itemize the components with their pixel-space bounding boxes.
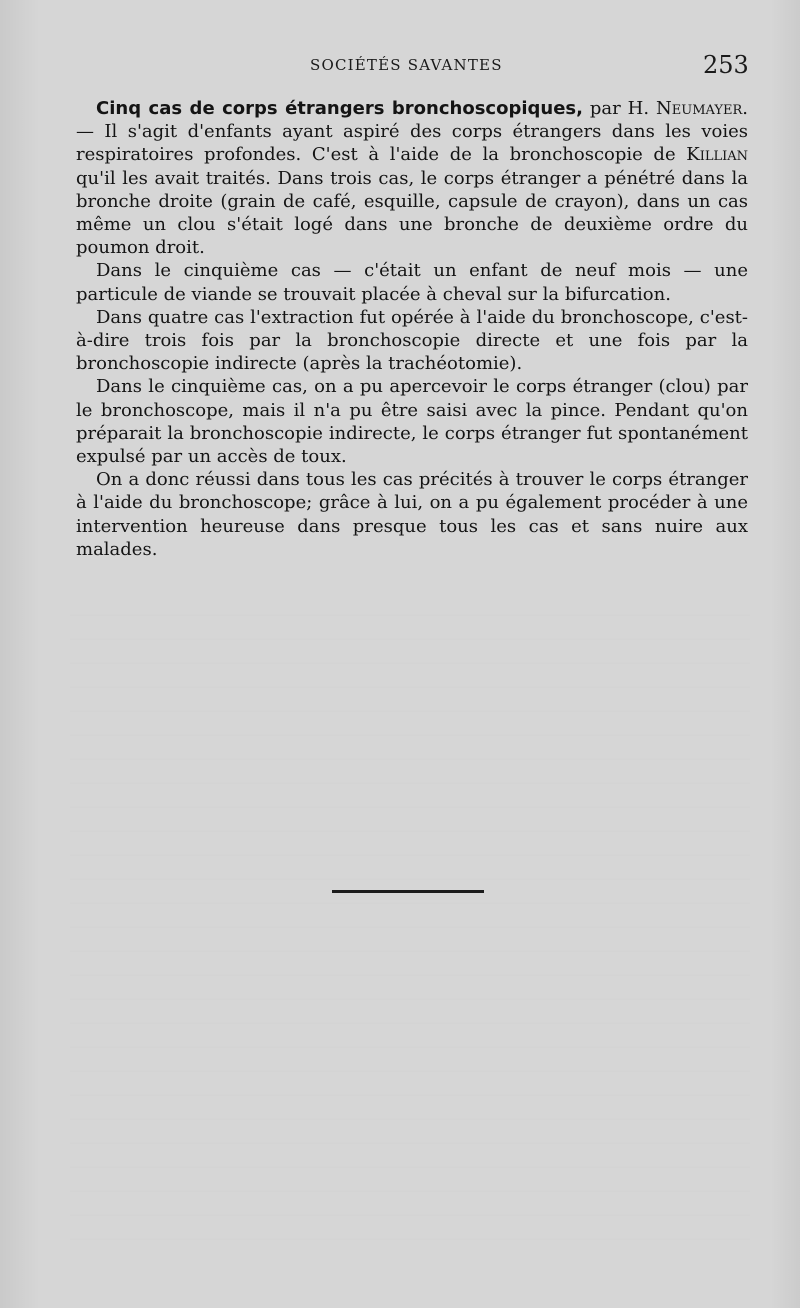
paragraph-2: Dans le cinquième cas — c'était un enfant de neuf mois — une particule de viande se trouvait placée à cheval sur la bifurcation.: [76, 260, 748, 305]
author-suffix: .: [742, 98, 748, 119]
article-title: Cinq cas de corps étrangers bronchoscopiques,: [96, 98, 583, 119]
running-title: SOCIÉTÉS SAVANTES: [310, 56, 503, 74]
author-prefix: par H.: [582, 98, 657, 119]
author-name: Neumayer: [656, 98, 743, 119]
cited-name: Killian: [686, 144, 748, 166]
section-end-rule: [332, 890, 484, 893]
paragraph-1-text-a: — Il s'agit d'enfants ayant aspiré des corps étrangers dans les voies respiratoires profondes. C'est à l'aide de la bronchoscopie de: [76, 121, 748, 166]
bleed-through-texture: [70, 600, 750, 1240]
paragraph-5: On a donc réussi dans tous les cas précités à trouver le corps étranger à l'aide du bronchoscope; grâce à lui, on a pu également procéder à une intervention heureuse dans presque tous les cas et sans nuire aux malades.: [76, 469, 748, 560]
paragraph-1: [76, 97, 748, 259]
article-body: [76, 97, 748, 561]
paragraph-1-text-b: qu'il les avait traités. Dans trois cas, le corps étranger a pénétré dans la bronche droite (grain de café, esquille, capsule de crayon), dans un cas même un clou s'était logé dans une bronche de deuxième ordre du poumon droit.: [76, 167, 748, 259]
running-head: [0, 52, 800, 82]
paragraph-3: Dans quatre cas l'extraction fut opérée à l'aide du bronchoscope, c'est-à-dire trois fois par la bronchoscopie directe et une fois par la bronchoscopie indirecte (après la trachéotomie).: [76, 306, 748, 375]
paragraph-4: Dans le cinquième cas, on a pu apercevoir le corps étranger (clou) par le bronchoscope, mais il n'a pu être saisi avec la pince. Pendant qu'on préparait la bronchoscopie indirecte, le corps étranger fut spontanément expulsé par un accès de toux.: [76, 376, 748, 468]
page-number: 253: [703, 51, 749, 79]
